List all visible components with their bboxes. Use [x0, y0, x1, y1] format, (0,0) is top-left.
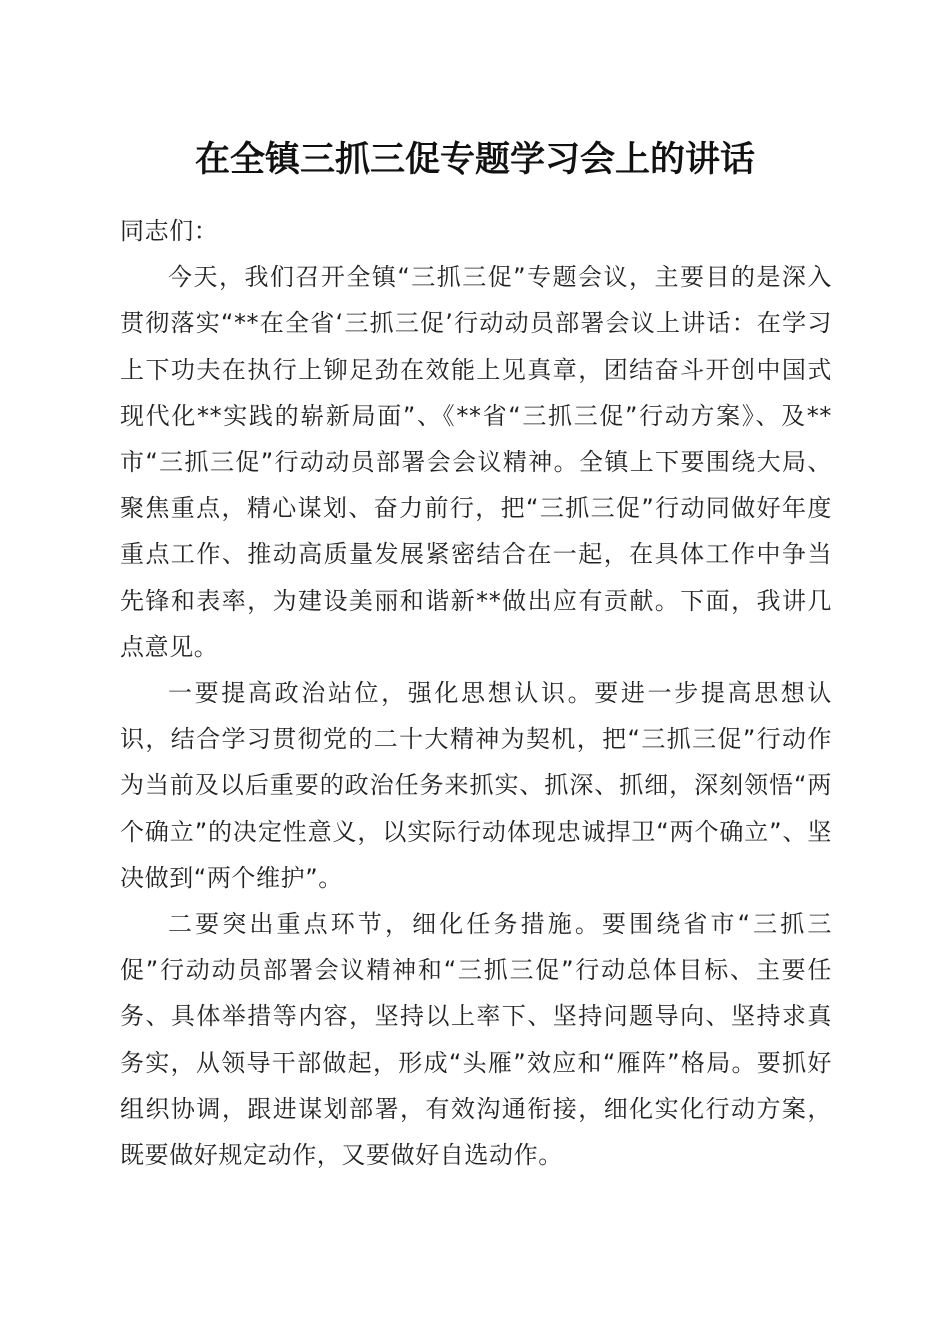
document-body	[120, 208, 832, 1178]
paragraph-intro: 今天，我们召开全镇“三抓三促”专题会议，主要目的是深入贯彻落实“**在全省‘三抓三促’行动动员部署会议上讲话：在学习上下功夫在执行上铆足劲在效能上见真章，团结奋斗开创中国式现代化**实践的崭新局面”、《**省“三抓三促”行动方案》、及**市“三抓三促”行动动员部署会会议精神。全镇上下要围绕大局、聚焦重点，精心谋划、奋力前行，把“三抓三促”行动同做好年度重点工作、推动高质量发展紧密结合在一起，在具体工作中争当先锋和表率，为建设美丽和谐新**做出应有贡献。下面，我讲几点意见。	[120, 263, 832, 661]
paragraph-point-one: 一要提高政治站位，强化思想认识。要进一步提高思想认识，结合学习贯彻党的二十大精神为契机，把“三抓三促”行动作为当前及以后重要的政治任务来抓实、抓深、抓细，深刻领悟“两个确立”的决定性意义，以实际行动体现忠诚捍卫“两个确立”、坚决做到“两个维护”。	[120, 679, 832, 892]
paragraph-point-two: 二要突出重点环节，细化任务措施。要围绕省市“三抓三促”行动动员部署会议精神和“三抓三促”行动总体目标、主要任务、具体举措等内容，坚持以上率下、坚持问题导向、坚持求真务实，从领导干部做起，形成“头雁”效应和“雁阵”格局。要抓好组织协调，跟进谋划部署，有效沟通衔接，细化实化行动方案，既要做好规定动作，又要做好自选动作。	[120, 910, 832, 1170]
salutation: 同志们：	[120, 217, 219, 245]
document-title: 在全镇三抓三促专题学习会上的讲话	[194, 139, 755, 180]
